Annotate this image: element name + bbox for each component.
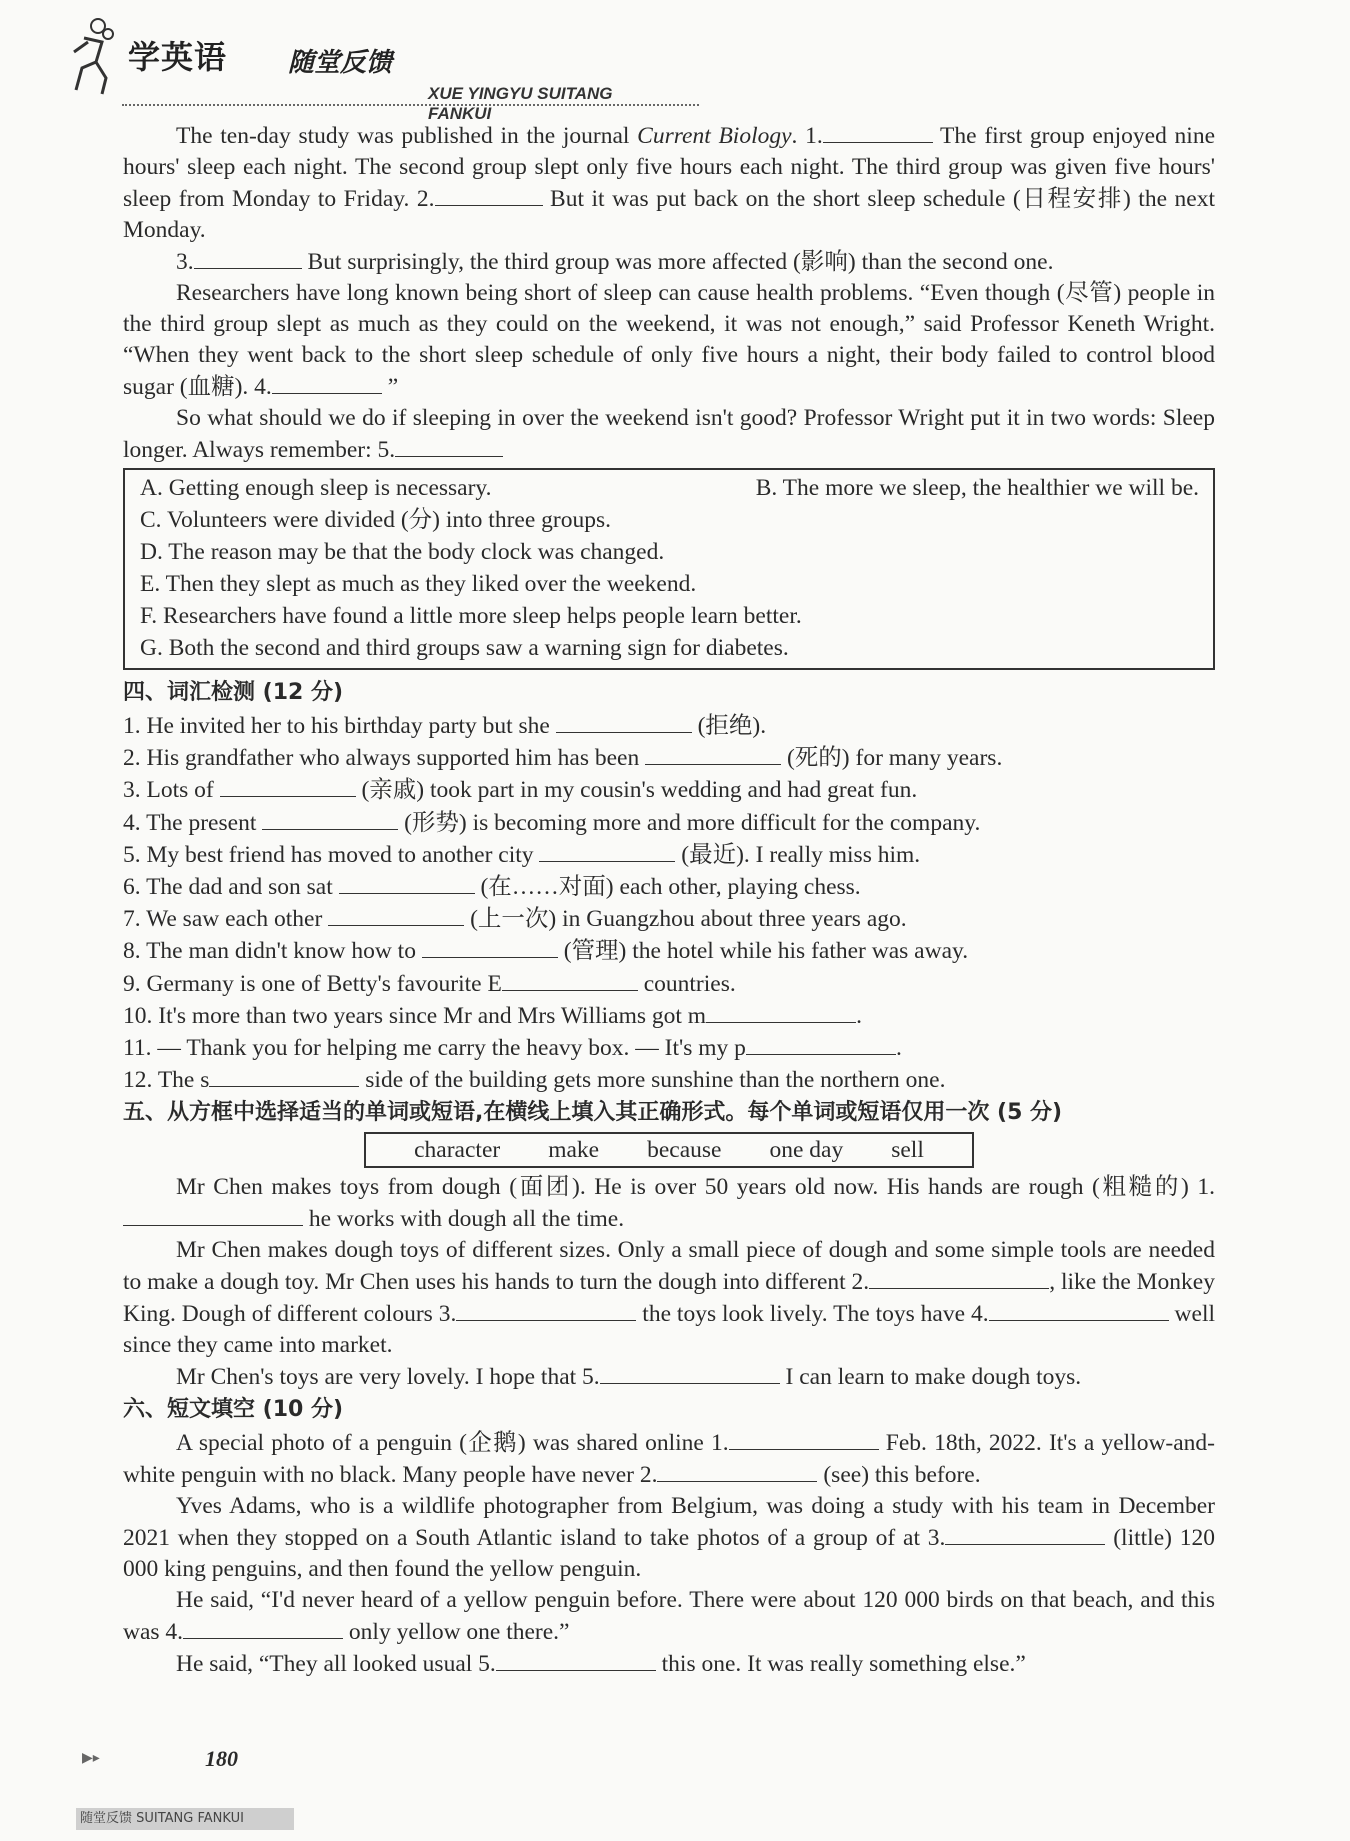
- text: the toys look lively. The toys have 4.: [636, 1301, 989, 1328]
- journal-name: Current Biology: [637, 123, 792, 149]
- text: 2. His grandfather who always supported him has been: [123, 745, 646, 772]
- vocab-blank[interactable]: [539, 839, 675, 862]
- passage-paragraph: [123, 1648, 1215, 1680]
- text: (在……对面) each other, playing chess.: [474, 874, 861, 901]
- text: A special photo of a penguin (企鹅) was shared online 1.: [176, 1430, 729, 1457]
- text: 5. My best friend has moved to another city: [123, 841, 540, 868]
- runner-logo-icon: [68, 18, 114, 96]
- text: 9. Germany is one of Betty's favourite E: [123, 970, 502, 997]
- text: only yellow one there.”: [343, 1619, 570, 1646]
- text: (管理) the hotel while his father was away.: [557, 938, 969, 965]
- answer-blank-1[interactable]: [123, 1203, 303, 1226]
- option-e: E. Then they slept as much as they liked over the weekend.: [140, 571, 697, 597]
- text: Yves Adams, who is a wildlife photographer from Belgium, was doing a study with his team in December 2021 when they stopped on a South Atlantic island to take photos of a group of at 3.: [123, 1493, 1215, 1552]
- section-5-heading: 五、从方框中选择适当的单词或短语,在横线上填入其正确形式。每个单词或短语仅用一次 (5 分): [123, 1100, 1063, 1126]
- section-6-heading: 六、短文填空 (10 分): [123, 1397, 344, 1423]
- answer-blank-5[interactable]: [395, 434, 503, 457]
- footer-tag: 随堂反馈 SUITANG FANKUI: [76, 1808, 294, 1830]
- text: 1. He invited her to his birthday party but she: [123, 713, 556, 739]
- text: (上一次) in Guangzhou about three years ago.: [464, 906, 907, 933]
- vocab-item: [123, 742, 1215, 774]
- text: So what should we do if sleeping in over the weekend isn't good? Professor Wright put it in two words: Sleep longer. Always remember: 5.: [123, 405, 1215, 463]
- answer-blank-4[interactable]: [183, 1616, 343, 1639]
- answer-blank-2[interactable]: [435, 183, 543, 206]
- vocab-item: [123, 710, 1215, 742]
- text: 8. The man didn't know how to: [123, 938, 422, 965]
- passage-paragraph: [123, 1235, 1215, 1361]
- text: The ten-day study was published in the journal: [176, 123, 638, 149]
- text: well since they came into market.: [123, 1301, 1215, 1359]
- passage-paragraph: [123, 1491, 1215, 1585]
- answer-blank-4[interactable]: [272, 371, 382, 394]
- vocab-blank[interactable]: [502, 968, 638, 991]
- vocab-blank[interactable]: [328, 903, 464, 926]
- answer-blank-2[interactable]: [869, 1266, 1049, 1289]
- answer-blank-5[interactable]: [496, 1648, 656, 1671]
- option-d: D. The reason may be that the body clock was changed.: [140, 539, 665, 565]
- vocab-item: [123, 839, 1215, 871]
- option-b: B. The more we sleep, the healthier we will be.: [755, 475, 1199, 501]
- text: he works with dough all the time.: [303, 1206, 625, 1233]
- vocab-blank[interactable]: [209, 1064, 359, 1087]
- passage-paragraph: [123, 278, 1215, 403]
- text: countries.: [637, 970, 736, 997]
- header-subtitle-zh: 随堂反馈: [288, 48, 393, 78]
- answer-blank-3[interactable]: [456, 1298, 636, 1321]
- vocab-blank[interactable]: [706, 1000, 856, 1023]
- text: (little) 120 000 king penguins, and then found the yellow penguin.: [123, 1525, 1215, 1583]
- word-option: because: [647, 1137, 722, 1164]
- text: The first group enjoyed nine hours' sleep each night. The second group slept only five hours each night. The third group was given five hours' sleep from Monday to Friday. 2.: [123, 123, 1215, 212]
- text: ”: [381, 374, 399, 400]
- text: .: [895, 1035, 902, 1062]
- vocab-item: [123, 903, 1215, 935]
- options-row: [140, 472, 1199, 504]
- vocab-blank[interactable]: [556, 710, 692, 733]
- vocab-item: [123, 1064, 1215, 1096]
- passage-paragraph: [123, 1172, 1215, 1235]
- passage-paragraph: [123, 1585, 1215, 1648]
- word-box: [364, 1132, 974, 1168]
- text: 3.: [176, 249, 194, 275]
- answer-blank-3[interactable]: [194, 246, 302, 269]
- word-box-wrapper: [123, 1132, 1215, 1168]
- text: Mr Chen makes dough toys of different sizes. Only a small piece of dough and some simple tools are needed to make a dough toy. Mr Chen uses his hands to turn the dough into different 2.: [123, 1237, 1215, 1296]
- text: 6. The dad and son sat: [123, 874, 339, 901]
- word-option: one day: [769, 1137, 844, 1164]
- vocab-blank[interactable]: [262, 807, 398, 830]
- text: 10. It's more than two years since Mr and Mrs Williams got m: [123, 1002, 707, 1029]
- text: (形势) is becoming more and more difficult for the company.: [398, 809, 981, 836]
- option-a: A. Getting enough sleep is necessary.: [140, 475, 492, 501]
- answer-blank-3[interactable]: [945, 1522, 1105, 1545]
- text: 12. The s: [123, 1067, 210, 1094]
- option-c: C. Volunteers were divided (分) into three groups.: [140, 507, 611, 533]
- answer-blank-2[interactable]: [657, 1459, 817, 1482]
- answer-blank-1[interactable]: [729, 1427, 879, 1450]
- text: Feb. 18th, 2022. It's a yellow-and-white penguin with no black. Many people have never 2.: [123, 1430, 1215, 1489]
- vocab-item: [123, 871, 1215, 903]
- page-number: 180: [205, 1746, 238, 1771]
- vocab-item: [123, 968, 1215, 1000]
- option-g: G. Both the second and third groups saw a warning sign for diabetes.: [140, 635, 789, 661]
- text: (死的) for many years.: [781, 745, 1003, 772]
- text: But surprisingly, the third group was more affected (影响) than the second one.: [301, 249, 1054, 275]
- text: He said, “They all looked usual 5.: [176, 1651, 496, 1678]
- text: (see) this before.: [817, 1462, 981, 1489]
- text: , like the Monkey King. Dough of different colours 3.: [123, 1269, 1215, 1328]
- answer-blank-5[interactable]: [600, 1361, 780, 1384]
- vocab-item: [123, 935, 1215, 967]
- word-option: character: [414, 1137, 501, 1164]
- vocab-item: [123, 1000, 1215, 1032]
- text: 3. Lots of: [123, 777, 220, 804]
- vocab-item: [123, 1032, 1215, 1064]
- page-header: [60, 12, 660, 123]
- answer-blank-4[interactable]: [989, 1298, 1169, 1321]
- section-4-heading: 四、词汇检测 (12 分): [123, 680, 344, 705]
- text: 11. — Thank you for helping me carry the heavy box. — It's my p: [123, 1035, 746, 1062]
- text: this one. It was really something else.”: [655, 1651, 1026, 1678]
- text: (拒绝).: [691, 713, 767, 739]
- text: (最近). I really miss him.: [675, 841, 921, 868]
- vocab-blank[interactable]: [220, 774, 356, 797]
- arrow-icon: ▶▸: [82, 1750, 100, 1766]
- text: .: [856, 1002, 862, 1029]
- text: He said, “I'd never heard of a yellow penguin before. There were about 120 000 birds on that beach, and this was 4.: [123, 1587, 1215, 1646]
- text: Mr Chen's toys are very lovely. I hope that 5.: [176, 1364, 600, 1391]
- word-option: make: [548, 1137, 600, 1164]
- page-content: [123, 120, 1215, 1680]
- text: side of the building gets more sunshine than the northern one.: [359, 1067, 946, 1094]
- vocab-list: [123, 710, 1215, 1096]
- text: . 1.: [791, 123, 823, 149]
- passage-paragraph: [123, 1427, 1215, 1491]
- vocab-blank[interactable]: [422, 935, 558, 958]
- vocab-blank[interactable]: [339, 871, 475, 894]
- options-box: [123, 468, 1215, 670]
- passage-paragraph: [123, 246, 1215, 278]
- option-f: F. Researchers have found a little more sleep helps people learn better.: [140, 603, 802, 629]
- text: I can learn to make dough toys.: [779, 1364, 1082, 1391]
- vocab-item: [123, 807, 1215, 839]
- text: (亲戚) took part in my cousin's wedding and had great fun.: [355, 777, 918, 804]
- word-option: sell: [891, 1137, 924, 1164]
- vocab-blank[interactable]: [746, 1032, 896, 1055]
- passage-paragraph: [123, 1361, 1215, 1393]
- vocab-blank[interactable]: [645, 742, 781, 765]
- vocab-item: [123, 774, 1215, 806]
- header-title-zh: 学英语: [128, 38, 228, 76]
- text: 7. We saw each other: [123, 906, 329, 933]
- passage-paragraph: [123, 403, 1215, 466]
- header-divider: [122, 104, 699, 106]
- text: 4. The present: [123, 809, 263, 836]
- text: Mr Chen makes toys from dough (面团). He is over 50 years old now. His hands are rough (粗糙的) 1.: [176, 1174, 1215, 1201]
- answer-blank-1[interactable]: [823, 120, 933, 143]
- text: But it was put back on the short sleep schedule (日程安排) the next Monday.: [123, 186, 1215, 243]
- text: Researchers have long known being short of sleep can cause health problems. “Even though (尽管) people in the third group slept as much as they could on the weekend, it was not enough,” said Professor Keneth Wright. “When they went back to the short sleep schedule of only five hours a night, their body failed to control blood sugar (血糖). 4.: [123, 280, 1215, 400]
- passage-paragraph: [123, 120, 1215, 246]
- header-title-en: XUE YINGYU SUITANG FANKUI: [428, 84, 613, 123]
